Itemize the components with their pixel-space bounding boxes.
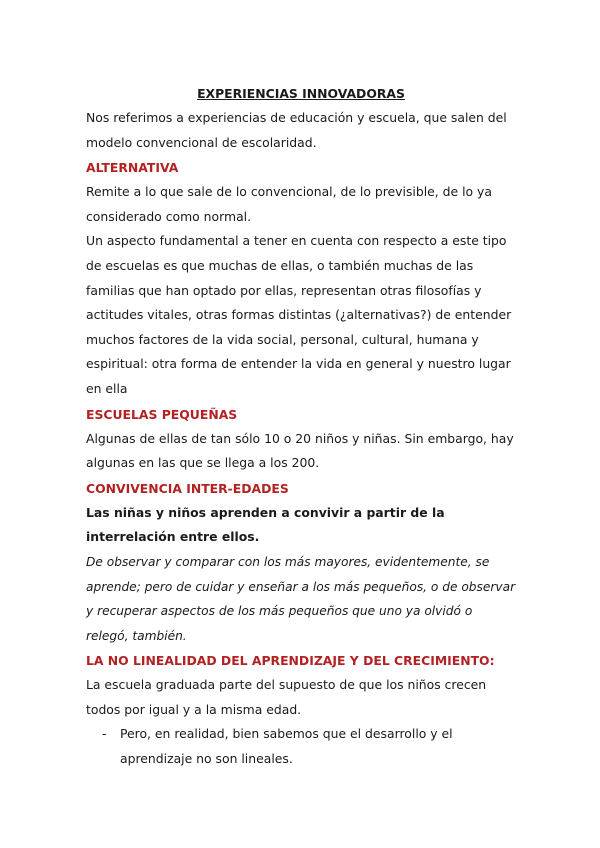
paragraph: La escuela graduada parte del supuesto de que los niños crecen todos por igual y a la misma edad. [86,677,487,717]
bold-paragraph: Las niñas y niños aprenden a convivir a partir de la interrelación entre ellos. [86,504,445,545]
document-title: EXPERIENCIAS INNOVADORAS [197,86,405,101]
document-body [86,86,516,772]
section-heading-no-linealidad: LA NO LINEALIDAD DEL APRENDIZAJE Y DEL CRECIMIENTO: [86,653,495,669]
italic-paragraph: De observar y comparar con los más mayores, evidentemente, se aprende; pero de cuidar y enseñar a los más pequeños, o de observar y recuperar aspectos de los más pequeños que uno ya olvidó o relegó, también. [86,554,516,643]
paragraph: Algunas de ellas de tan sólo 10 o 20 niños y niñas. Sin embargo, hay algunas en las que se llega a los 200. [86,430,514,471]
bullet-marker: - [102,726,107,742]
section-heading-convivencia: CONVIVENCIA INTER-EDADES [86,480,289,496]
section-heading-alternativa: ALTERNATIVA [86,160,179,176]
list-item-text: Pero, en realidad, bien sabemos que el desarrollo y el aprendizaje no son lineales. [120,726,453,767]
intro-paragraph: Nos referimos a experiencias de educación y escuela, que salen del modelo convencional de escolaridad. [86,110,507,150]
paragraph: Un aspecto fundamental a tener en cuenta con respecto a este tipo de escuelas es que muchas de ellas, o también muchas de las familias que han optado por ellas, representan otras filosofías y actitudes vitales, otras formas distintas (¿alternativas?) de entender muchos factores de la vida social, personal, cultural, humana y espiritual: otra forma de entender la vida en general y nuestro lugar en ella [86,233,512,396]
paragraph: Remite a lo que sale de lo convencional, de lo previsible, de lo ya considerado como normal. [86,184,492,224]
list-item [86,722,516,771]
section-heading-escuelas-pequenas: ESCUELAS PEQUEÑAS [86,406,238,422]
